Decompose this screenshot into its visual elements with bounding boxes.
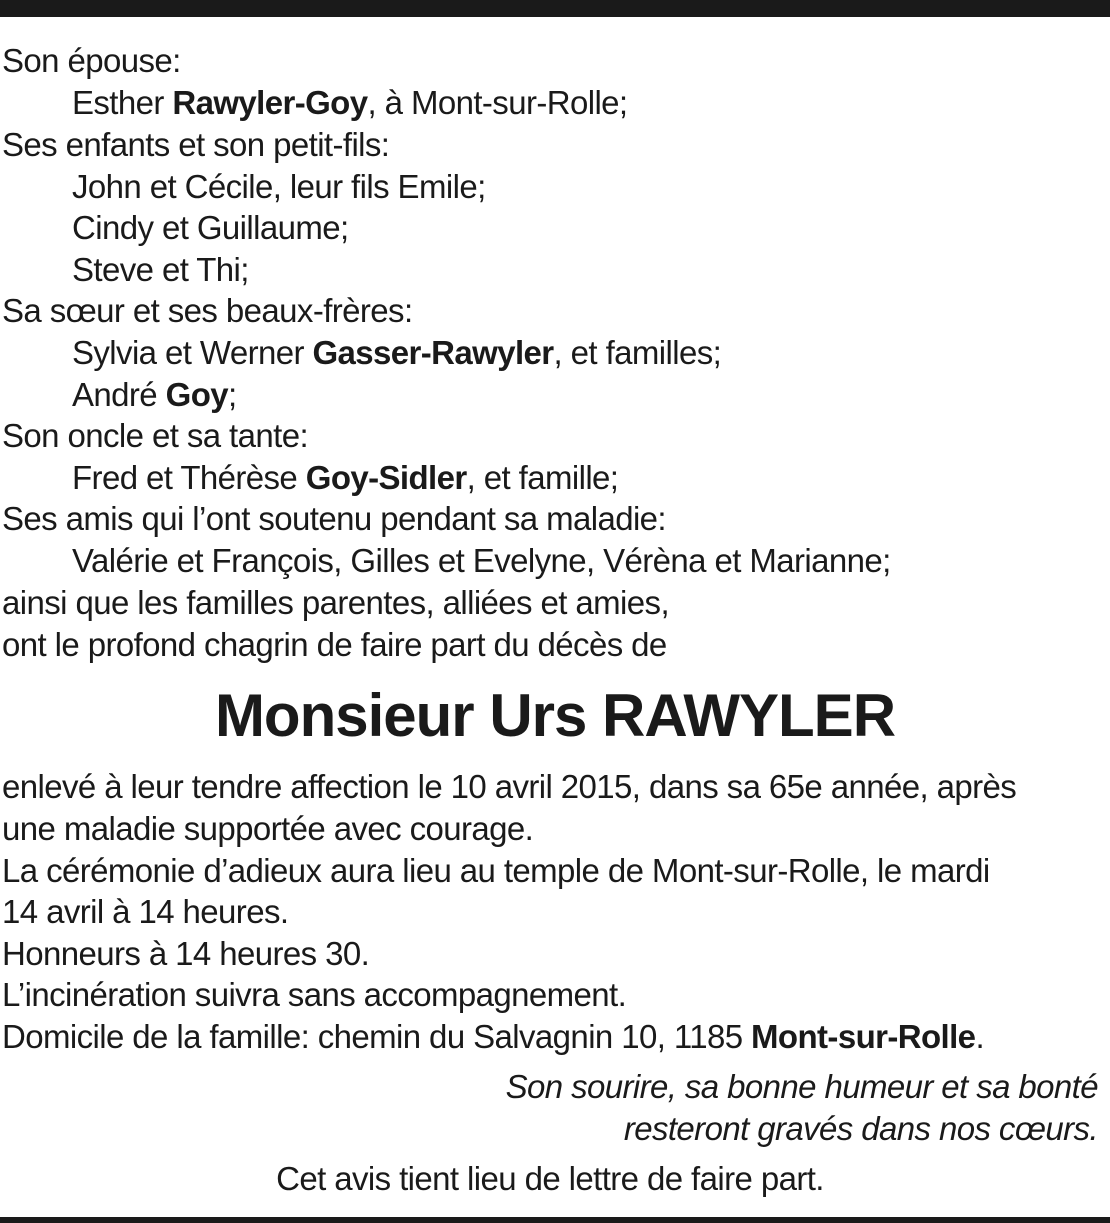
- children-heading: Ses enfants et son petit-fils:: [2, 126, 390, 163]
- closing-note: Cet avis tient lieu de lettre de faire part.: [276, 1160, 824, 1197]
- child-line: John et Cécile, leur fils Emile;: [72, 168, 486, 205]
- spouse-line: [72, 82, 628, 124]
- sibling-line: [72, 374, 237, 416]
- details-line: enlevé à leur tendre affection le 10 avril 2015, dans sa 65e année, après: [2, 768, 1017, 805]
- quote-line: Son sourire, sa bonne humeur et sa bonté: [505, 1068, 1098, 1105]
- uncle-suffix: , et famille;: [466, 459, 619, 496]
- sibling-suffix: ;: [228, 376, 237, 413]
- spouse-location: , à Mont-sur-Rolle;: [367, 84, 628, 121]
- child-line: Cindy et Guillaume;: [72, 209, 349, 246]
- deceased-name: Monsieur Urs RAWYLER: [214, 682, 896, 749]
- friends-heading: Ses amis qui l’ont soutenu pendant sa maladie:: [2, 500, 666, 537]
- spouse-surname: Rawyler-Goy: [172, 84, 368, 121]
- ceremony-line: La cérémonie d’adieux aura lieu au temple de Mont-sur-Rolle, le mardi: [2, 852, 990, 889]
- honours-line: Honneurs à 14 heures 30.: [2, 935, 370, 972]
- uncle-heading: Son oncle et sa tante:: [2, 417, 309, 454]
- quote-line: resteront gravés dans nos cœurs.: [623, 1110, 1098, 1147]
- sibling-first-names: André: [72, 376, 166, 413]
- bottom-border-rule: [0, 1217, 1110, 1223]
- uncle-line: [72, 457, 618, 499]
- top-border-rule: [0, 0, 1110, 17]
- details-line: une maladie supportée avec courage.: [2, 810, 534, 847]
- cremation-line: L’incinération suivra sans accompagnement.: [2, 976, 627, 1013]
- domicile-line: [2, 1016, 984, 1058]
- domicile-town: Mont-sur-Rolle: [751, 1018, 976, 1055]
- friends-list: Valérie et François, Gilles et Evelyne, Vérèna et Marianne;: [72, 542, 891, 579]
- domicile-address: Domicile de la famille: chemin du Salvagnin 10, 1185: [2, 1018, 752, 1055]
- sibling-first-names: Sylvia et Werner: [72, 334, 313, 371]
- child-line: Steve et Thi;: [72, 251, 249, 288]
- announcement-line: ont le profond chagrin de faire part du décès de: [2, 626, 667, 663]
- relatives-line: ainsi que les familles parentes, alliées et amies,: [2, 584, 670, 621]
- ceremony-line: 14 avril à 14 heures.: [2, 893, 289, 930]
- sibling-surname: Goy: [165, 376, 229, 413]
- spouse-first-name: Esther: [72, 84, 173, 121]
- spouse-heading: Son épouse:: [2, 42, 181, 79]
- siblings-heading: Sa sœur et ses beaux-frères:: [2, 292, 413, 329]
- sibling-surname: Gasser-Rawyler: [312, 334, 554, 371]
- domicile-suffix: .: [975, 1018, 985, 1055]
- sibling-line: [72, 332, 721, 374]
- sibling-suffix: , et familles;: [553, 334, 722, 371]
- uncle-first-names: Fred et Thérèse: [72, 459, 306, 496]
- uncle-surname: Goy-Sidler: [305, 459, 467, 496]
